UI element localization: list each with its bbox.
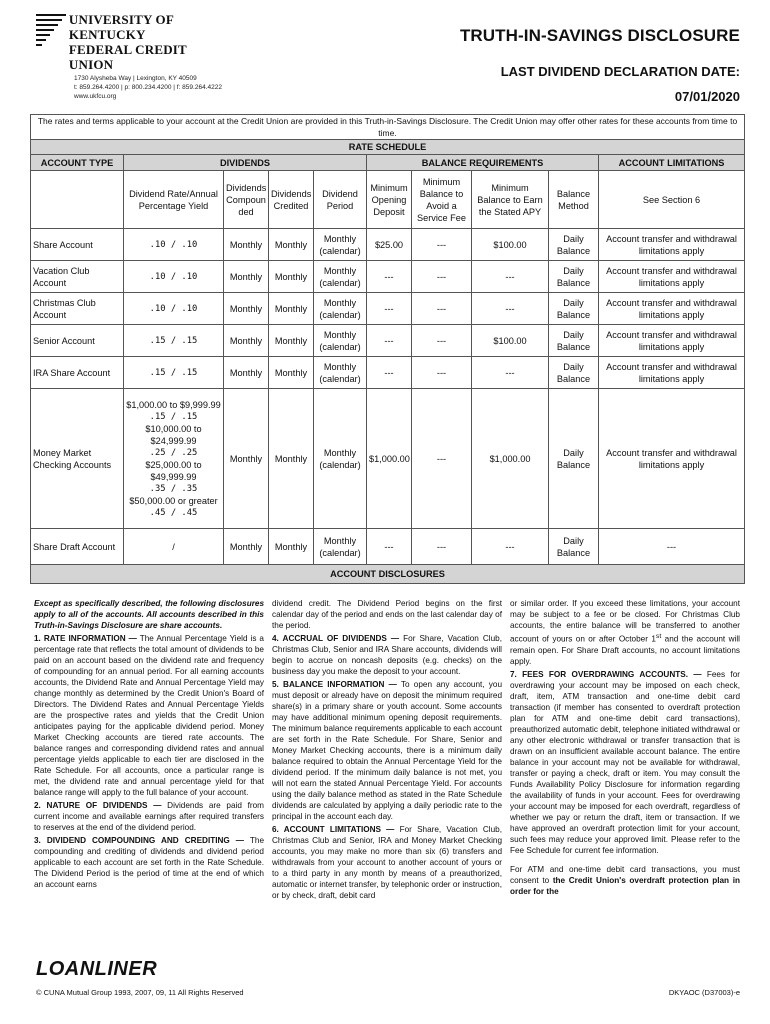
col-credited: Dividends Credited xyxy=(269,171,314,229)
disclosure-columns xyxy=(30,596,744,966)
col-compounded: Dividends Compoun ded xyxy=(224,171,269,229)
copyright: © CUNA Mutual Group 1993, 2007, 09, 11 All Rights Reserved xyxy=(36,988,244,997)
table-row: Senior Account .15 / .15 Monthly Monthly Monthly (calendar) --- --- $100.00 Daily Balance Account transfer and withdrawal limitations apply xyxy=(31,325,745,357)
account-type-heading: ACCOUNT TYPE xyxy=(31,155,124,171)
table-row: Christmas Club Account .10 / .10 Monthly Monthly Monthly (calendar) --- --- --- Daily Balance Account transfer and withdrawal limitations apply xyxy=(31,293,745,325)
col-min-fee: Minimum Balance to Avoid a Service Fee xyxy=(412,171,472,229)
table-row: Vacation Club Account .10 / .10 Monthly Monthly Monthly (calendar) --- --- --- Daily Balance Account transfer and withdrawal limitations apply xyxy=(31,261,745,293)
address: 1730 Alysheba Way | Lexington, KY 40509 xyxy=(74,75,197,82)
rate-schedule-heading: RATE SCHEDULE xyxy=(31,140,745,155)
logo-stripes-icon xyxy=(36,12,65,50)
phone-numbers: t: 859.264.4200 | p: 800.234.4200 | f: 859.264.4222 xyxy=(74,84,222,91)
page-title: TRUTH-IN-SAVINGS DISCLOSURE xyxy=(459,26,740,45)
logo-line2: FEDERAL CREDIT UNION xyxy=(68,42,187,72)
col-min-opening: Minimum Opening Deposit xyxy=(367,171,412,229)
balance-requirements-heading: BALANCE REQUIREMENTS xyxy=(367,155,599,171)
disclosure-column-3: or similar order. If you exceed these limitations, your account may be subject to a fee or be closed. For Christmas Club accounts, the entire balance will be transferred to another account of yours on or after October 1st and the account will remain open. For Share Draft accounts, no account limitations apply. 7. FEES FOR OVERDRAWING ACCOUNTS. — Fees for overdrawing your account may be imposed on each check, draft, item, ATM transaction and one-time debit card transaction (if member has consented to overdraft protection plan for ATM and one-time debit card transactions), preauthorized automatic debit, telephone initiated withdrawal or any other electronic withdrawal or transfer transaction that is drawn on an insufficient available account balance. The entire balance in your account may not be available for withdrawal, transfer or paying a check, draft or item. You may consult the Funds Availability Policy Disclosure for information regarding the availability of funds in your account. Fees for overdrawing your account may be imposed for each overdraft, regardless of whether we pay or return the draft, item or transaction. If we have approved an overdraft protection limit for your account, such fees may reduce your approved limit. Please refer to the Fee Schedule for current fee information. For ATM and one-time debit card transactions, you must consent to the Credit Union's overdraft protection plan in order for the xyxy=(510,599,741,896)
website: www.ukfcu.org xyxy=(74,93,117,100)
blank-header-cell xyxy=(31,171,124,229)
col-balance-method: Balance Method xyxy=(549,171,599,229)
intro-text: The rates and terms applicable to your account at the Credit Union are provided in this Truth-in-Savings Disclosure. The Credit Union may offer other rates for these accounts from time to time. xyxy=(31,115,745,140)
table-row: Share Draft Account / Monthly Monthly Monthly (calendar) --- --- --- Daily Balance --- xyxy=(31,529,745,565)
account-limitations-heading: ACCOUNT LIMITATIONS xyxy=(599,155,745,171)
col-limits: See Section 6 xyxy=(599,171,745,229)
account-disclosures-heading: ACCOUNT DISCLOSURES xyxy=(31,565,745,584)
disclosure-column-2: dividend credit. The Dividend Period begins on the first calendar day of the period and ends on the last calendar day of the period. 4. ACCRUAL OF DIVIDENDS — For Share, Vacation Club, Christmas Club, Senior and IRA Share accounts, dividends will begin to accrue on noncash deposits (e.g. checks) on the business day you make the deposit to your account. 5. BALANCE INFORMATION — To open any account, you must deposit or already have on deposit the minimum required share(s) in a primary share or youth account. Some accounts may have additional minimum opening deposit requirements. The minimum balance requirements applicable to each account are set forth in the Rate Schedule. For Share, Senior and Money Market Checking accounts, there is a minimum daily balance required to obtain the Annual Percentage Yield for the dividend period. If the minimum daily balance is not met, you will not earn the stated Annual Percentage Yield. For accounts using the daily balance method as stated in the Rate Schedule dividends are calculated by applying a daily periodic rate to the principal in the account each day. 6. ACCOUNT LIMITATIONS — For Share, Vacation Club, Christmas Club and Senior, IRA and Money Market Checking accounts, you may make no more than six (6) transfers and withdrawals from your account to another account of yours or to a third party in any month by means of a preauthorized, automatic or internet transfer, by telephonic order or instruction, or by check, draft, debit card xyxy=(272,599,502,900)
disclosure-lead: Except as specifically described, the following disclosures apply to all of the accounts. All accounts described in this Truth-in-Savings Disclosure are share accounts. xyxy=(34,599,264,630)
col-dividend-period: Dividend Period xyxy=(314,171,367,229)
tier-list: $1,000.00 to $9,999.99 .15 / .15 $10,000.00 to $24,999.99 .25 / .25 $25,000.00 to $49,999.99 .35 / .35 $50,000.00 or greater .45 / .45 xyxy=(124,389,224,529)
credit-union-logo xyxy=(36,12,226,101)
rate-schedule-table xyxy=(30,114,745,584)
form-code: DKYAOC (D37003)-e xyxy=(668,988,740,997)
table-row: Share Account .10 / .10 Monthly Monthly Monthly (calendar) $25.00 --- $100.00 Daily Balance Account transfer and withdrawal limitations apply xyxy=(31,229,745,261)
table-row: IRA Share Account .15 / .15 Monthly Monthly Monthly (calendar) --- --- --- Daily Balance Account transfer and withdrawal limitations apply xyxy=(31,357,745,389)
dividends-heading: DIVIDENDS xyxy=(124,155,367,171)
disclosure-column-1: Except as specifically described, the following disclosures apply to all of the accounts. All accounts described in this Truth-in-Savings Disclosure are share accounts. 1. RATE INFORMATION — The Annual Percentage Yield is a percentage rate that reflects the total amount of dividends to be paid on an account based on the dividend rate and frequency of compounding for an annual period. For all earning accounts accounts, the Dividend Rate and Annual Percentage Yield may change monthly as determined by the Credit Union's Board of Directors. The Dividend Rates and Annual Percentage Yields are the prospective rates and yields that the Credit Union anticipates paying for the applicable dividend period. Money Market Checking accounts are tiered rate accounts. The balance ranges and corresponding dividend rates and annual percentage yields applicable to each tier are disclosed in the Rate Schedule. For all accounts, once a particular range is met, the dividend rate and annual percentage yield for that balance range will apply to the full balance of your account. 2. NATURE OF DIVIDENDS — Dividends are paid from current income and available earnings after required transfers to reserves at the end of the dividend period. 3. DIVIDEND COMPOUNDING AND CREDITING — The compounding and crediting of dividends and dividend period applicable to each account are set forth in the Rate Schedule. The Dividend Period is the period of time at the end of which an account earns xyxy=(34,599,264,889)
table-row-money-market: Money Market Checking Accounts $1,000.00 to $9,999.99 .15 / .15 $10,000.00 to $24,999.99 .25 / .25 $25,000.00 to $49,999.99 .35 / .35 $50,000.00 or greater .45 / .45 Monthly Monthly Monthly (calendar) $1,000.00 --- $1,000.00 Daily Balance Account transfer and withdrawal limitations apply xyxy=(31,389,745,529)
col-dividend-rate: Dividend Rate/Annual Percentage Yield xyxy=(124,171,224,229)
declaration-date: 07/01/2020 xyxy=(674,89,740,104)
declaration-date-label: LAST DIVIDEND DECLARATION DATE: xyxy=(500,64,740,79)
logo-line1: UNIVERSITY OF KENTUCKY xyxy=(68,12,174,42)
loanliner-logo: LOANLINER xyxy=(36,958,158,980)
col-min-apy: Minimum Balance to Earn the Stated APY xyxy=(472,171,549,229)
